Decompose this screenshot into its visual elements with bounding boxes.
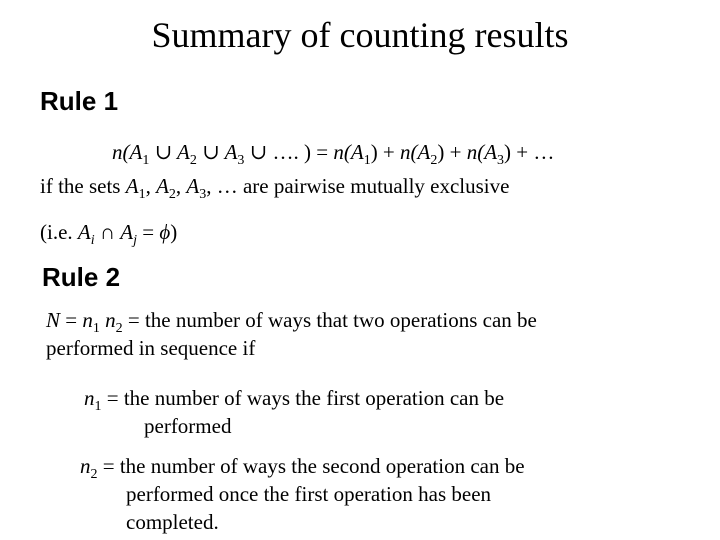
rule-1-heading: Rule 1 bbox=[40, 86, 119, 116]
formula-union-1: ∪ A bbox=[149, 140, 190, 164]
line1-eq: = bbox=[60, 308, 83, 332]
set-a2: A bbox=[156, 174, 169, 198]
rule-2-line-2: performed in sequence if bbox=[46, 336, 256, 360]
formula-lhs-close: ∪ …. ) = bbox=[244, 140, 334, 164]
definition-n2-continued-1: performed once the first operation has been bbox=[126, 482, 492, 506]
formula-plus-1: ) + bbox=[370, 140, 401, 164]
ie-pre: (i.e. bbox=[40, 220, 78, 244]
sub-1: 1 bbox=[142, 153, 150, 168]
def2-sub: 2 bbox=[90, 467, 98, 482]
intersection-symbol: ∩ bbox=[94, 220, 121, 244]
set-ai-sub: i bbox=[90, 233, 95, 248]
line1-text: = the number of ways that two operations can be bbox=[122, 308, 537, 332]
page-title: Summary of counting results bbox=[151, 15, 569, 55]
n1-symbol: n bbox=[82, 308, 93, 332]
set-a1-sub: 1 bbox=[138, 187, 146, 202]
rule-2-heading: Rule 2 bbox=[42, 262, 121, 292]
set-ai: A bbox=[77, 220, 91, 244]
rule-1-formula bbox=[112, 138, 554, 166]
n2-symbol: n bbox=[105, 308, 116, 332]
condition-post: , … are pairwise mutually exclusive bbox=[206, 174, 510, 198]
sub-r1: 1 bbox=[363, 153, 371, 168]
formula-union-2: ∪ A bbox=[196, 140, 238, 164]
def1-sub: 1 bbox=[94, 399, 102, 414]
formula-tail: ) + … bbox=[504, 140, 555, 164]
set-a1: A bbox=[125, 174, 139, 198]
set-a2-sub: 2 bbox=[168, 187, 176, 202]
formula-lhs-open: n(A bbox=[112, 140, 143, 164]
set-a3: A bbox=[186, 174, 200, 198]
ie-close: ) bbox=[170, 220, 178, 244]
sub-2: 2 bbox=[189, 153, 197, 168]
definition-n2-continued-2: completed. bbox=[126, 510, 219, 534]
def2-n: n bbox=[80, 454, 91, 478]
def1-text: = the number of ways the first operation can be bbox=[101, 386, 505, 410]
ie-eq: = bbox=[137, 220, 160, 244]
formula-n2: n(A bbox=[400, 140, 431, 164]
comma-2: , bbox=[175, 174, 187, 198]
def2-text: = the number of ways the second operation can be bbox=[97, 454, 525, 478]
n2-sub: 2 bbox=[115, 321, 123, 336]
def1-n: n bbox=[84, 386, 95, 410]
definition-n1 bbox=[84, 384, 504, 412]
rule-2-line-1 bbox=[46, 306, 537, 334]
formula-plus-2: ) + bbox=[437, 140, 467, 164]
comma-1: , bbox=[145, 174, 157, 198]
sub-r3: 3 bbox=[497, 153, 505, 168]
definition-n1-continued: performed bbox=[144, 414, 232, 438]
definition-n2 bbox=[80, 452, 525, 480]
n1-sub: 1 bbox=[92, 321, 100, 336]
set-aj-sub: j bbox=[133, 233, 138, 248]
formula-n3: n(A bbox=[466, 140, 498, 164]
N-symbol: N bbox=[46, 308, 61, 332]
set-aj: A bbox=[120, 220, 134, 244]
empty-set-symbol: ϕ bbox=[159, 220, 171, 244]
set-a3-sub: 3 bbox=[199, 187, 207, 202]
sub-3: 3 bbox=[237, 153, 245, 168]
formula-n1: n(A bbox=[333, 140, 364, 164]
rule-1-condition bbox=[40, 172, 509, 200]
condition-pre: if the sets bbox=[40, 174, 126, 198]
rule-1-ie bbox=[40, 218, 177, 246]
sub-r2: 2 bbox=[430, 153, 438, 168]
